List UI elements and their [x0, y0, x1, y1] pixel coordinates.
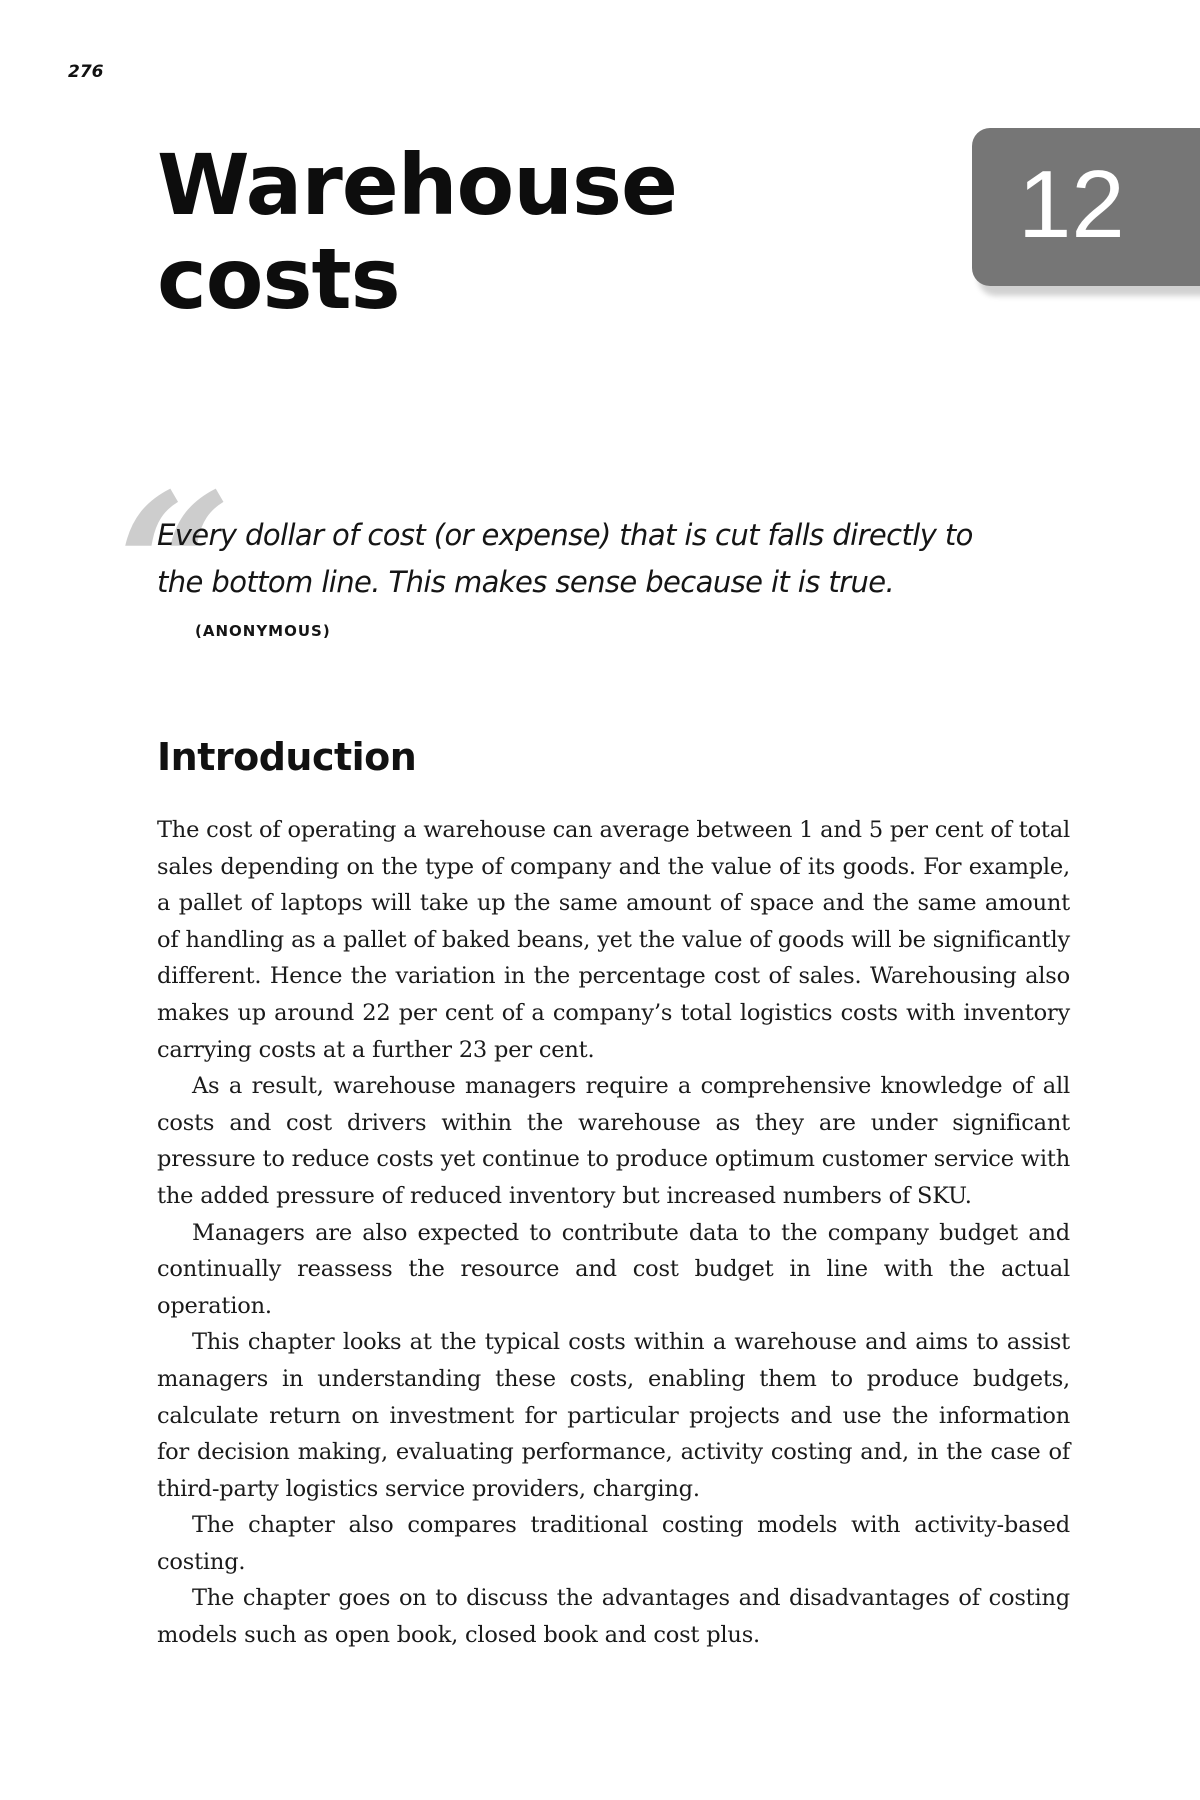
paragraph: Managers are also expected to contribute data to the company budget and continually reassess the resource and cost budget in line with the actual operation. — [157, 1219, 1070, 1319]
paragraph: The cost of operating a warehouse can average between 1 and 5 per cent of total sales depending on the type of company and the value of its goods. For example, a pallet of laptops will take up the same amount of space and the same amount of handling as a pallet of baked beans, yet the value of goods will be significantly different. Hence the variation in the percentage cost of sales. Warehousing also makes up around 22 per cent of a company’s total logistics costs with inventory carrying costs at a further 23 per cent. — [157, 817, 1070, 1063]
paragraph: The chapter also compares traditional costing models with activity-based costing. — [157, 1512, 1070, 1575]
open-quote-icon: “ — [117, 450, 233, 685]
paragraph: The chapter goes on to discuss the advantages and disadvantages of costing models such as open book, closed book and cost plus. — [157, 1585, 1070, 1649]
epigraph-text: Every dollar of cost (or expense) that is cut falls directly to the bottom line. This makes sense because it is true. — [157, 518, 973, 599]
chapter-title — [157, 138, 677, 326]
chapter-number: 12 — [1018, 151, 1125, 258]
paragraph: As a result, warehouse managers require a comprehensive knowledge of all costs and cost drivers within the warehouse as they are under significant pressure to reduce costs yet continue to produce optimum customer service with the added pressure of reduced inventory but increased numbers of SKU. — [157, 1073, 1070, 1209]
paragraph: This chapter looks at the typical costs within a warehouse and aims to assist managers in understanding these costs, enabling them to produce budgets, calculate return on investment for particular projects and use the information for decision making, evaluating performance, activity costing and, in the case of third-party logistics service providers, charging. — [157, 1329, 1070, 1502]
epigraph — [157, 512, 997, 655]
epigraph-attribution: (ANONYMOUS) — [195, 621, 331, 640]
chapter-title-line-1: Warehouse — [157, 136, 678, 234]
page-number: 276 — [68, 62, 104, 82]
body-text — [157, 812, 1070, 1654]
chapter-title-line-2: costs — [157, 230, 400, 328]
section-heading: Introduction — [157, 735, 417, 779]
